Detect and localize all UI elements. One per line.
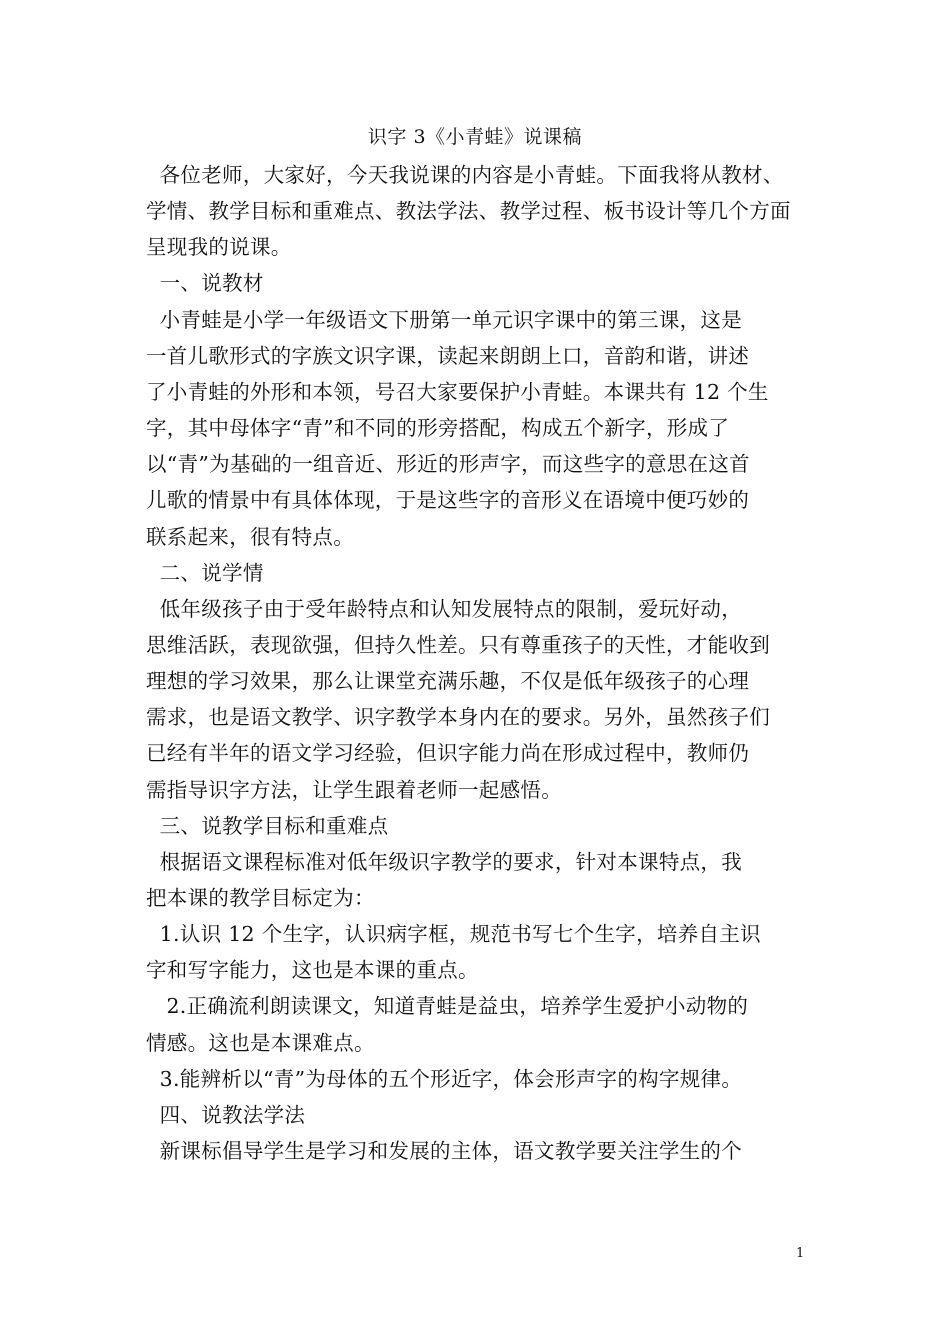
body-line: 3.能辨析以“青”为母体的五个形近字，体会形声字的构字规律。 <box>146 1066 743 1091</box>
body-line: 一首儿歌形式的字族文识字课，读起来朗朗上口，音韵和谐，讲述 <box>146 343 750 368</box>
body-line: 字和写字能力，这也是本课的重点。 <box>146 958 479 983</box>
body-line: 儿歌的情景中有具体体现，于是这些字的音形义在语境中便巧妙的 <box>146 488 750 513</box>
body-line: 四、说教法学法 <box>146 1102 306 1127</box>
body-line: 呈现我的说课。 <box>146 235 292 260</box>
body-line: 一、说教材 <box>146 271 264 296</box>
document-title: 识字 3《小青蛙》说课稿 <box>367 126 583 148</box>
body-line: 学情、教学目标和重难点、教法学法、教学过程、板书设计等几个方面 <box>146 199 791 224</box>
body-line: 需求，也是语文教学、识字教学本身内在的要求。另外，虽然孩子们 <box>146 705 770 730</box>
body-line: 了小青蛙的外形和本领，号召大家要保护小青蛙。本课共有 12 个生 <box>146 379 769 404</box>
body-line: 情感。这也是本课难点。 <box>146 1030 375 1055</box>
body-line: 理想的学习效果，那么让课堂充满乐趣，不仅是低年级孩子的心理 <box>146 669 750 694</box>
body-line: 1.认识 12 个生字，认识病字框，规范书写七个生字，培养自主识 <box>146 922 761 947</box>
body-line: 联系起来，很有特点。 <box>146 524 354 549</box>
body-line: 根据语文课程标准对低年级识字教学的要求，针对本课特点，我 <box>146 849 743 874</box>
body-line: 三、说教学目标和重难点 <box>146 813 389 838</box>
body-line: 已经有半年的语文学习经验，但识字能力尚在形成过程中，教师仍 <box>146 741 750 766</box>
body-line: 2.正确流利朗读课文，知道青蛙是益虫，培养学生爱护小动物的 <box>146 994 749 1019</box>
body-line: 字，其中母体字“青”和不同的形旁搭配，构成五个新字，形成了 <box>146 416 730 440</box>
body-line: 二、说学情 <box>146 560 264 585</box>
body-line: 把本课的教学目标定为： <box>146 886 375 910</box>
body-line: 思维活跃，表现欲强，但持久性差。只有尊重孩子的天性，才能收到 <box>146 633 770 657</box>
body-line: 新课标倡导学生是学习和发展的主体，语文教学要关注学生的个 <box>146 1139 743 1163</box>
page-number: 1 <box>796 1246 805 1261</box>
body-line: 需指导识字方法，让学生跟着老师一起感悟。 <box>146 777 562 802</box>
body-line: 各位老师，大家好，今天我说课的内容是小青蛙。下面我将从教材、 <box>146 163 784 187</box>
body-line: 低年级孩子由于受年龄特点和认知发展特点的限制，爱玩好动， <box>146 596 743 621</box>
body-line: 以“青”为基础的一组音近、形近的形声字，而这些字的意思在这首 <box>146 452 750 477</box>
body-line: 小青蛙是小学一年级语文下册第一单元识字课中的第三课，这是 <box>146 307 743 332</box>
